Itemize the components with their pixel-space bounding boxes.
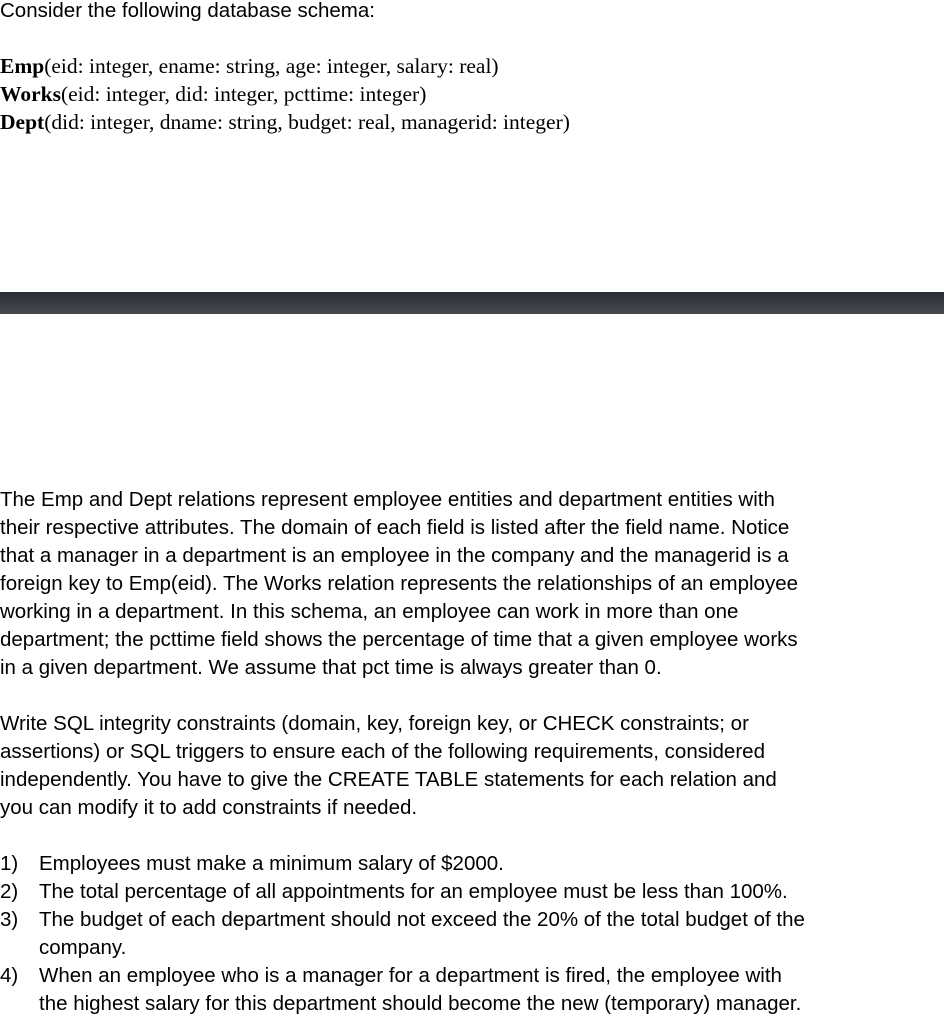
paragraph-line: their respective attributes. The domain of each field is listed after the field name. Notice [0, 516, 790, 539]
relation-attributes: (did: integer, dname: string, budget: real, managerid: integer) [44, 110, 570, 134]
requirement-item [0, 878, 944, 906]
schema-row-emp [0, 52, 570, 80]
schema-row-works [0, 80, 570, 108]
requirement-number: 1) [0, 852, 19, 875]
paragraph-line: Write SQL integrity constraints (domain, key, foreign key, or CHECK constraints; or [0, 712, 749, 735]
paragraph-line: department; the pcttime field shows the percentage of time that a given employee works [0, 628, 798, 651]
requirement-text: When an employee who is a manager for a department is fired, the employee with [39, 964, 782, 987]
paragraph-line: assertions) or SQL triggers to ensure each of the following requirements, considered [0, 740, 765, 763]
requirement-number: 2) [0, 880, 19, 903]
paragraph-line: that a manager in a department is an employee in the company and the managerid is a [0, 544, 789, 567]
description-paragraph [0, 486, 944, 682]
relation-attributes: (eid: integer, did: integer, pcttime: integer) [60, 82, 427, 106]
requirement-text: the highest salary for this department should become the new (temporary) manager. [39, 992, 802, 1015]
paragraph-line: working in a department. In this schema, an employee can work in more than one [0, 600, 739, 623]
schema-row-dept [0, 108, 570, 136]
requirement-text: The budget of each department should not exceed the 20% of the total budget of the [39, 908, 805, 931]
relation-name: Dept [0, 110, 45, 134]
requirement-text: Employees must make a minimum salary of $2000. [39, 852, 504, 875]
paragraph-line: in a given department. We assume that pct time is always greater than 0. [0, 656, 662, 679]
requirement-text: company. [39, 936, 127, 959]
relation-attributes: (eid: integer, ename: string, age: integer, salary: real) [44, 54, 499, 78]
requirement-item [0, 850, 944, 878]
intro-text: Consider the following database schema: [0, 0, 375, 22]
paragraph-line: The Emp and Dept relations represent employee entities and department entities with [0, 488, 775, 511]
paragraph-line: you can modify it to add constraints if needed. [0, 796, 418, 819]
requirement-text: The total percentage of all appointments for an employee must be less than 100%. [39, 880, 788, 903]
requirement-number: 4) [0, 964, 19, 987]
requirements-list [0, 850, 944, 1018]
requirement-item [0, 906, 944, 962]
relation-name: Emp [0, 54, 45, 78]
instructions-paragraph [0, 710, 944, 822]
requirement-item [0, 962, 944, 1018]
requirement-number: 3) [0, 908, 19, 931]
relation-name: Works [0, 82, 61, 106]
divider-bar [0, 292, 944, 314]
paragraph-line: independently. You have to give the CREATE TABLE statements for each relation and [0, 768, 777, 791]
schema-block [0, 52, 570, 136]
paragraph-line: foreign key to Emp(eid). The Works relation represents the relationships of an employee [0, 572, 799, 595]
